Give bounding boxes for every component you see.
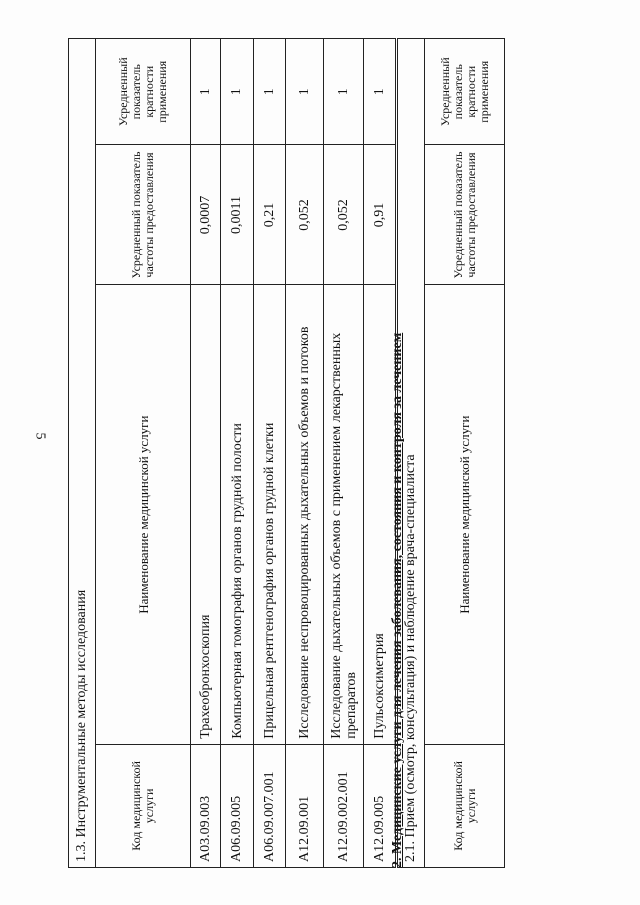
frequency-value: 0,21	[254, 145, 286, 285]
frequency-value: 0,91	[364, 145, 396, 285]
multiplicity-value: 1	[364, 39, 396, 145]
service-name: Исследование неспровоцированных дыхательных объемов и потоков	[286, 285, 324, 744]
frequency-value: 0,052	[286, 145, 324, 285]
service-code: A12.09.002.001	[324, 744, 364, 867]
service-name: Прицельная рентгенография органов грудной клетки	[254, 285, 286, 744]
service-name: Исследование дыхательных объемов с применением лекарственных препаратов	[324, 285, 364, 744]
frequency-value: 0,0011	[221, 145, 254, 285]
section-2-1-title: 2.1. Прием (осмотр, консультация) и наблюдение врача-специалиста	[398, 39, 425, 868]
multiplicity-value: 1	[286, 39, 324, 145]
table-row	[221, 39, 254, 868]
column-header-name: Наименование медицинской услуги	[96, 285, 191, 744]
multiplicity-value: 1	[191, 39, 221, 145]
service-code: A06.09.007.001	[254, 744, 286, 867]
multiplicity-value: 1	[221, 39, 254, 145]
service-code: A12.09.005	[364, 744, 396, 867]
multiplicity-value: 1	[324, 39, 364, 145]
column-header-name: Наименование медицинской услуги	[425, 285, 505, 744]
column-header-frequency: Усредненный показатель частоты предоставления	[96, 145, 191, 285]
column-header-multiplicity: Усредненный показатель кратности применения	[96, 39, 191, 145]
frequency-value: 0,052	[324, 145, 364, 285]
table-row	[324, 39, 364, 868]
service-name: Компьютерная томография органов грудной полости	[221, 285, 254, 744]
instrumental-methods-block	[68, 38, 396, 868]
table-row	[286, 39, 324, 868]
column-header-frequency: Усредненный показатель частоты предоставления	[425, 145, 505, 285]
service-code: A06.09.005	[221, 744, 254, 867]
specialist-consultation-table	[397, 38, 505, 868]
table-row	[191, 39, 221, 868]
section-2-heading: 2. Медицинские услуги для лечения заболевания, состояния и контроля за лечением	[390, 332, 405, 868]
service-name: Пульсоксиметрия	[364, 285, 396, 744]
service-name: Трахеобронхоскопия	[191, 285, 221, 744]
frequency-value: 0,0007	[191, 145, 221, 285]
column-header-code: Код медицинской услуги	[96, 744, 191, 867]
column-header-multiplicity: Усредненный показатель кратности применения	[425, 39, 505, 145]
instrumental-methods-table	[68, 38, 396, 868]
table-row	[254, 39, 286, 868]
service-code: A12.09.001	[286, 744, 324, 867]
column-header-code: Код медицинской услуги	[425, 744, 505, 867]
page-number: 5	[32, 432, 48, 440]
rotated-page-content	[0, 38, 640, 868]
section-1-3-title: 1.3. Инструментальные методы исследования	[69, 39, 96, 868]
multiplicity-value: 1	[254, 39, 286, 145]
service-code: A03.09.003	[191, 744, 221, 867]
